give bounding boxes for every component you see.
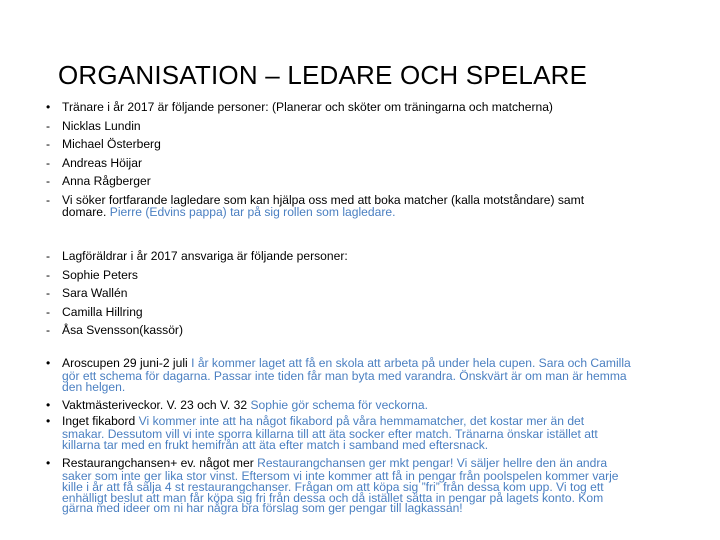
note-text: Sophie gör schema för veckorna. <box>250 398 428 413</box>
note-label: Restaurangchansen+ ev. något mer <box>62 456 254 471</box>
dash-marker: - <box>46 137 51 151</box>
note-vaktmasteri <box>46 398 646 413</box>
dash-marker: - <box>46 286 51 300</box>
team-leader-text: Vi söker fortfarande lagledare som kan hjälpa oss med att boka matcher (kalla motståndare) samt <box>62 192 585 207</box>
list-item <box>46 284 646 303</box>
bullet-marker: • <box>46 356 51 370</box>
note-aroscupen <box>46 356 646 392</box>
parents-intro: Lagföräldrar i år 2017 ansvariga är följande personer: <box>62 249 348 263</box>
trainer-name: Andreas Höijar <box>62 155 142 170</box>
trainer-name: Michael Österberg <box>62 137 161 151</box>
note-fikabord <box>46 414 646 450</box>
parents-list <box>46 247 646 340</box>
dash-marker: - <box>46 192 51 207</box>
note-text: Restaurangchansen ger mkt pengar! Vi säljer hellre den än andra <box>257 456 608 471</box>
notes-list <box>46 356 646 514</box>
note-text: Vi kommer inte att ha något fikabord på våra hemmamatcher, det kostar mer än det <box>138 414 585 429</box>
list-item <box>46 98 646 117</box>
bullet-marker: • <box>46 456 51 471</box>
team-leader-text-cont: domare. <box>62 205 107 219</box>
bullet-marker: • <box>46 414 51 429</box>
list-item <box>46 247 646 266</box>
parent-name: Sophie Peters <box>62 267 138 282</box>
parent-name: Sara Wallén <box>62 286 128 300</box>
note-text: I år kommer laget att få en skola att arbeta på under hela cupen. Sara och Camilla <box>191 356 631 370</box>
note-text: den helgen. <box>62 379 126 394</box>
list-item <box>46 321 646 340</box>
team-leader-highlight: Pierre (Edvins pappa) tar på sig rollen som lagledare. <box>109 205 396 219</box>
parent-name: Åsa Svensson(kassör) <box>62 323 183 337</box>
note-text: enhälligt beslut att man får köpa sig fri från dessa och då istället sätta in pengar på lagets konto. Kom <box>62 490 604 505</box>
slide-title: ORGANISATION – LEDARE OCH SPELARE <box>58 60 588 90</box>
note-text: gör ett schema för dagarna. Passar inte tiden får man byta med varandra. Önskvärt är om man är hemma <box>62 369 627 383</box>
dash-marker: - <box>46 118 51 133</box>
note-text: killarna tar med en frukt hemifrån att äta efter match i samband med eftersnack. <box>62 437 489 452</box>
list-item <box>46 266 646 285</box>
list-item <box>46 117 646 136</box>
parent-name: Camilla Hillring <box>62 304 143 319</box>
trainer-name: Anna Rågberger <box>62 174 151 188</box>
trainer-name: Nicklas Lundin <box>62 118 141 133</box>
note-text: kille i år att få sälja 4 st restaurangchanser. Frågan om att köpa sig ”fri” från dessa kom upp. Vi tog ett <box>62 479 604 494</box>
trainers-intro: Tränare i år 2017 är följande personer: (Planerar och sköter om träningarna och matcherna) <box>62 100 553 114</box>
list-item <box>46 303 646 322</box>
dash-marker: - <box>46 155 51 170</box>
note-text: gärna med ideer om ni har några bra förslag som ger pengar till lagkassan! <box>62 501 463 516</box>
note-text: smakar. Dessutom vill vi inte sporra killarna till att äta socker efter match. Tränarna önskar istället att <box>62 427 598 442</box>
list-item <box>46 191 646 219</box>
dash-marker: - <box>46 249 51 263</box>
list-item <box>46 154 646 173</box>
note-label: Vaktmästeriveckor. V. 23 och V. 32 <box>62 398 248 413</box>
bullet-marker: • <box>46 398 51 413</box>
note-label: Inget fikabord <box>62 414 136 429</box>
note-text: saker som inte ger lika stor vinst. Eftersom vi inte kommer att få in pengar från poolspelen kommer varje <box>62 469 619 484</box>
bullet-marker: • <box>46 100 51 114</box>
trainers-list <box>46 98 646 219</box>
list-item <box>46 135 646 154</box>
dash-marker: - <box>46 267 51 282</box>
dash-marker: - <box>46 323 51 337</box>
note-restaurangchansen <box>46 456 646 516</box>
dash-marker: - <box>46 304 51 319</box>
list-item <box>46 172 646 191</box>
dash-marker: - <box>46 174 51 188</box>
note-label: Aroscupen 29 juni-2 juli <box>62 356 188 370</box>
